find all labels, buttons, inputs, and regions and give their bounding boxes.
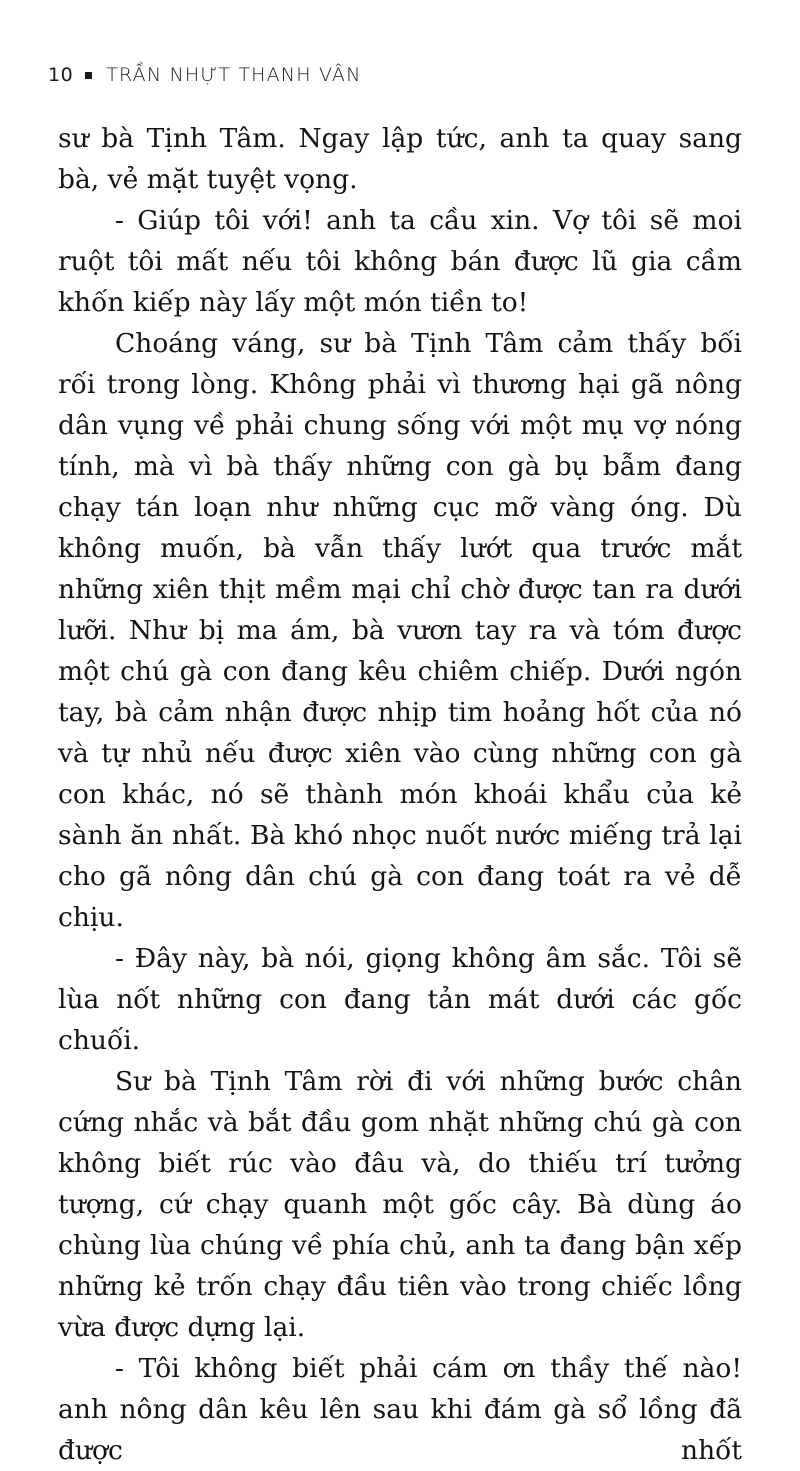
square-bullet-icon <box>85 72 92 79</box>
running-header <box>48 60 362 90</box>
paragraph: - Đây này, bà nói, giọng không âm sắc. Tôi sẽ lùa nốt những con đang tản mát dưới các gốc chuối. <box>58 943 742 1056</box>
page-number: 10 <box>48 64 74 86</box>
paragraph: Choáng váng, sư bà Tịnh Tâm cảm thấy bối rối trong lòng. Không phải vì thương hại gã nông dân vụng về phải chung sống với một mụ vợ nóng tính, mà vì bà thấy những con gà bụ bẫm đang chạy tán loạn như những cục mỡ vàng óng. Dù không muốn, bà vẫn thấy lướt qua trước mắt những xiên thịt mềm mại chỉ chờ được tan ra dưới lưỡi. Như bị ma ám, bà vươn tay ra và tóm được một chú gà con đang kêu chiêm chiếp. Dưới ngón tay, bà cảm nhận được nhịp tim hoảng hốt của nó và tự nhủ nếu được xiên vào cùng những con gà con khác, nó sẽ thành món khoái khẩu của kẻ sành ăn nhất. Bà khó nhọc nuốt nước miếng trả lại cho gã nông dân chú gà con đang toát ra vẻ dễ chịu. <box>58 328 742 933</box>
paragraph: - Giúp tôi với! anh ta cầu xin. Vợ tôi sẽ moi ruột tôi mất nếu tôi không bán được lũ gia cầm khốn kiếp này lấy một món tiền to! <box>58 205 742 318</box>
running-title: TRẦN NHỰT THANH VÂN <box>106 64 362 86</box>
paragraph: - Tôi không biết phải cám ơn thầy thế nào! anh nông dân kêu lên sau khi đám gà sổ lồng đã được nhốt <box>58 1353 742 1466</box>
paragraph: Sư bà Tịnh Tâm rời đi với những bước chân cứng nhắc và bắt đầu gom nhặt những chú gà con không biết rúc vào đâu và, do thiếu trí tưởng tượng, cứ chạy quanh một gốc cây. Bà dùng áo chùng lùa chúng về phía chủ, anh ta đang bận xếp những kẻ trốn chạy đầu tiên vào trong chiếc lồng vừa được dựng lại. <box>58 1066 742 1343</box>
body-text <box>58 118 742 1471</box>
paragraph: sư bà Tịnh Tâm. Ngay lập tức, anh ta quay sang bà, vẻ mặt tuyệt vọng. <box>58 123 742 195</box>
